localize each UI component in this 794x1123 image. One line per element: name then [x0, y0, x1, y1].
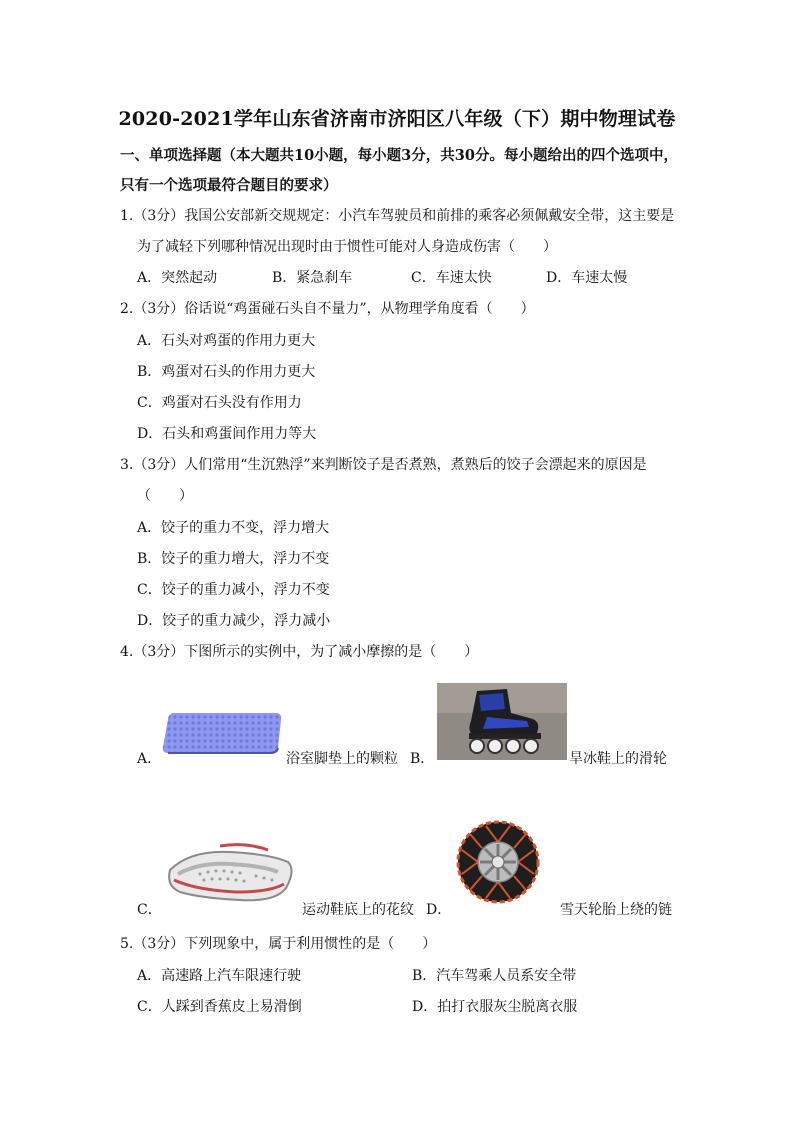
question-5-option-a: A．高速路上汽车限速行驶 [137, 968, 302, 984]
inline-skate-image [437, 683, 567, 760]
question-1-option-c: C．车速太快 [411, 270, 492, 286]
question-5-option-c: C．人踩到香蕉皮上易滑倒 [137, 999, 302, 1015]
question-2-option-b: B．鸡蛋对石头的作用力更大 [137, 364, 316, 380]
question-1-option-d: D．车速太慢 [546, 270, 628, 286]
question-4-option-d-caption: 雪天轮胎上绕的链 [560, 902, 672, 918]
question-1-option-a: A．突然起动 [137, 270, 218, 286]
question-4-option-b-caption: 旱冰鞋上的滑轮 [569, 751, 667, 767]
question-2-stem: 2.（3分）俗话说“鸡蛋碰石头自不量力”，从物理学角度看（ ） [120, 301, 535, 317]
page-title: 2020-2021学年山东省济南市济阳区八年级（下）期中物理试卷 [118, 108, 676, 130]
question-4-stem: 4.（3分）下图所示的实例中，为了减小摩擦的是（ ） [120, 644, 479, 660]
question-3-stem-continued: （ ） [137, 488, 193, 504]
question-4-option-a-label: A． [137, 751, 162, 767]
question-4-option-a-caption: 浴室脚垫上的颗粒 [286, 751, 398, 767]
tire-chain-image [456, 820, 540, 904]
question-5-option-b: B．汽车驾乘人员系安全带 [412, 968, 577, 984]
question-3-option-c: C．饺子的重力减小，浮力不变 [137, 582, 330, 598]
section-heading-line-1: 一、单项选择题（本大题共10小题，每小题3分，共30分。每小题给出的四个选项中， [120, 147, 678, 164]
bath-mat-image [160, 708, 285, 756]
question-4-option-c-caption: 运动鞋底上的花纹 [302, 902, 414, 918]
question-1-option-b: B．紧急刹车 [272, 270, 353, 286]
question-2-option-d: D．石头和鸡蛋间作用力等大 [137, 426, 317, 442]
question-4-option-d-label: D． [426, 902, 452, 918]
question-3-option-d: D．饺子的重力减少，浮力减小 [137, 613, 331, 629]
shoe-sole-image [160, 840, 300, 908]
question-3-stem: 3.（3分）人们常用“生沉熟浮”来判断饺子是否煮熟，煮熟后的饺子会漂起来的原因是 [120, 457, 647, 473]
question-3-option-a: A．饺子的重力不变，浮力增大 [137, 520, 330, 536]
question-2-option-c: C．鸡蛋对石头没有作用力 [137, 395, 302, 411]
question-3-option-b: B．饺子的重力增大，浮力不变 [137, 551, 330, 567]
question-1-stem-continued: 为了减轻下列哪种情况出现时由于惯性可能对人身造成伤害（ ） [137, 239, 557, 255]
question-2-option-a: A．石头对鸡蛋的作用力更大 [137, 333, 316, 349]
question-5-option-d: D．拍打衣服灰尘脱离衣服 [412, 999, 578, 1015]
question-1-stem: 1.（3分）我国公安部新交规规定：小汽车驾驶员和前排的乘客必须佩戴安全带，这主要是 [120, 208, 675, 224]
section-heading-line-2: 只有一个选项最符合题目的要求） [120, 177, 338, 194]
question-5-stem: 5.（3分）下列现象中，属于利用惯性的是（ ） [120, 936, 437, 952]
question-4-option-c-label: C． [137, 902, 162, 918]
question-4-option-b-label: B． [410, 751, 435, 767]
